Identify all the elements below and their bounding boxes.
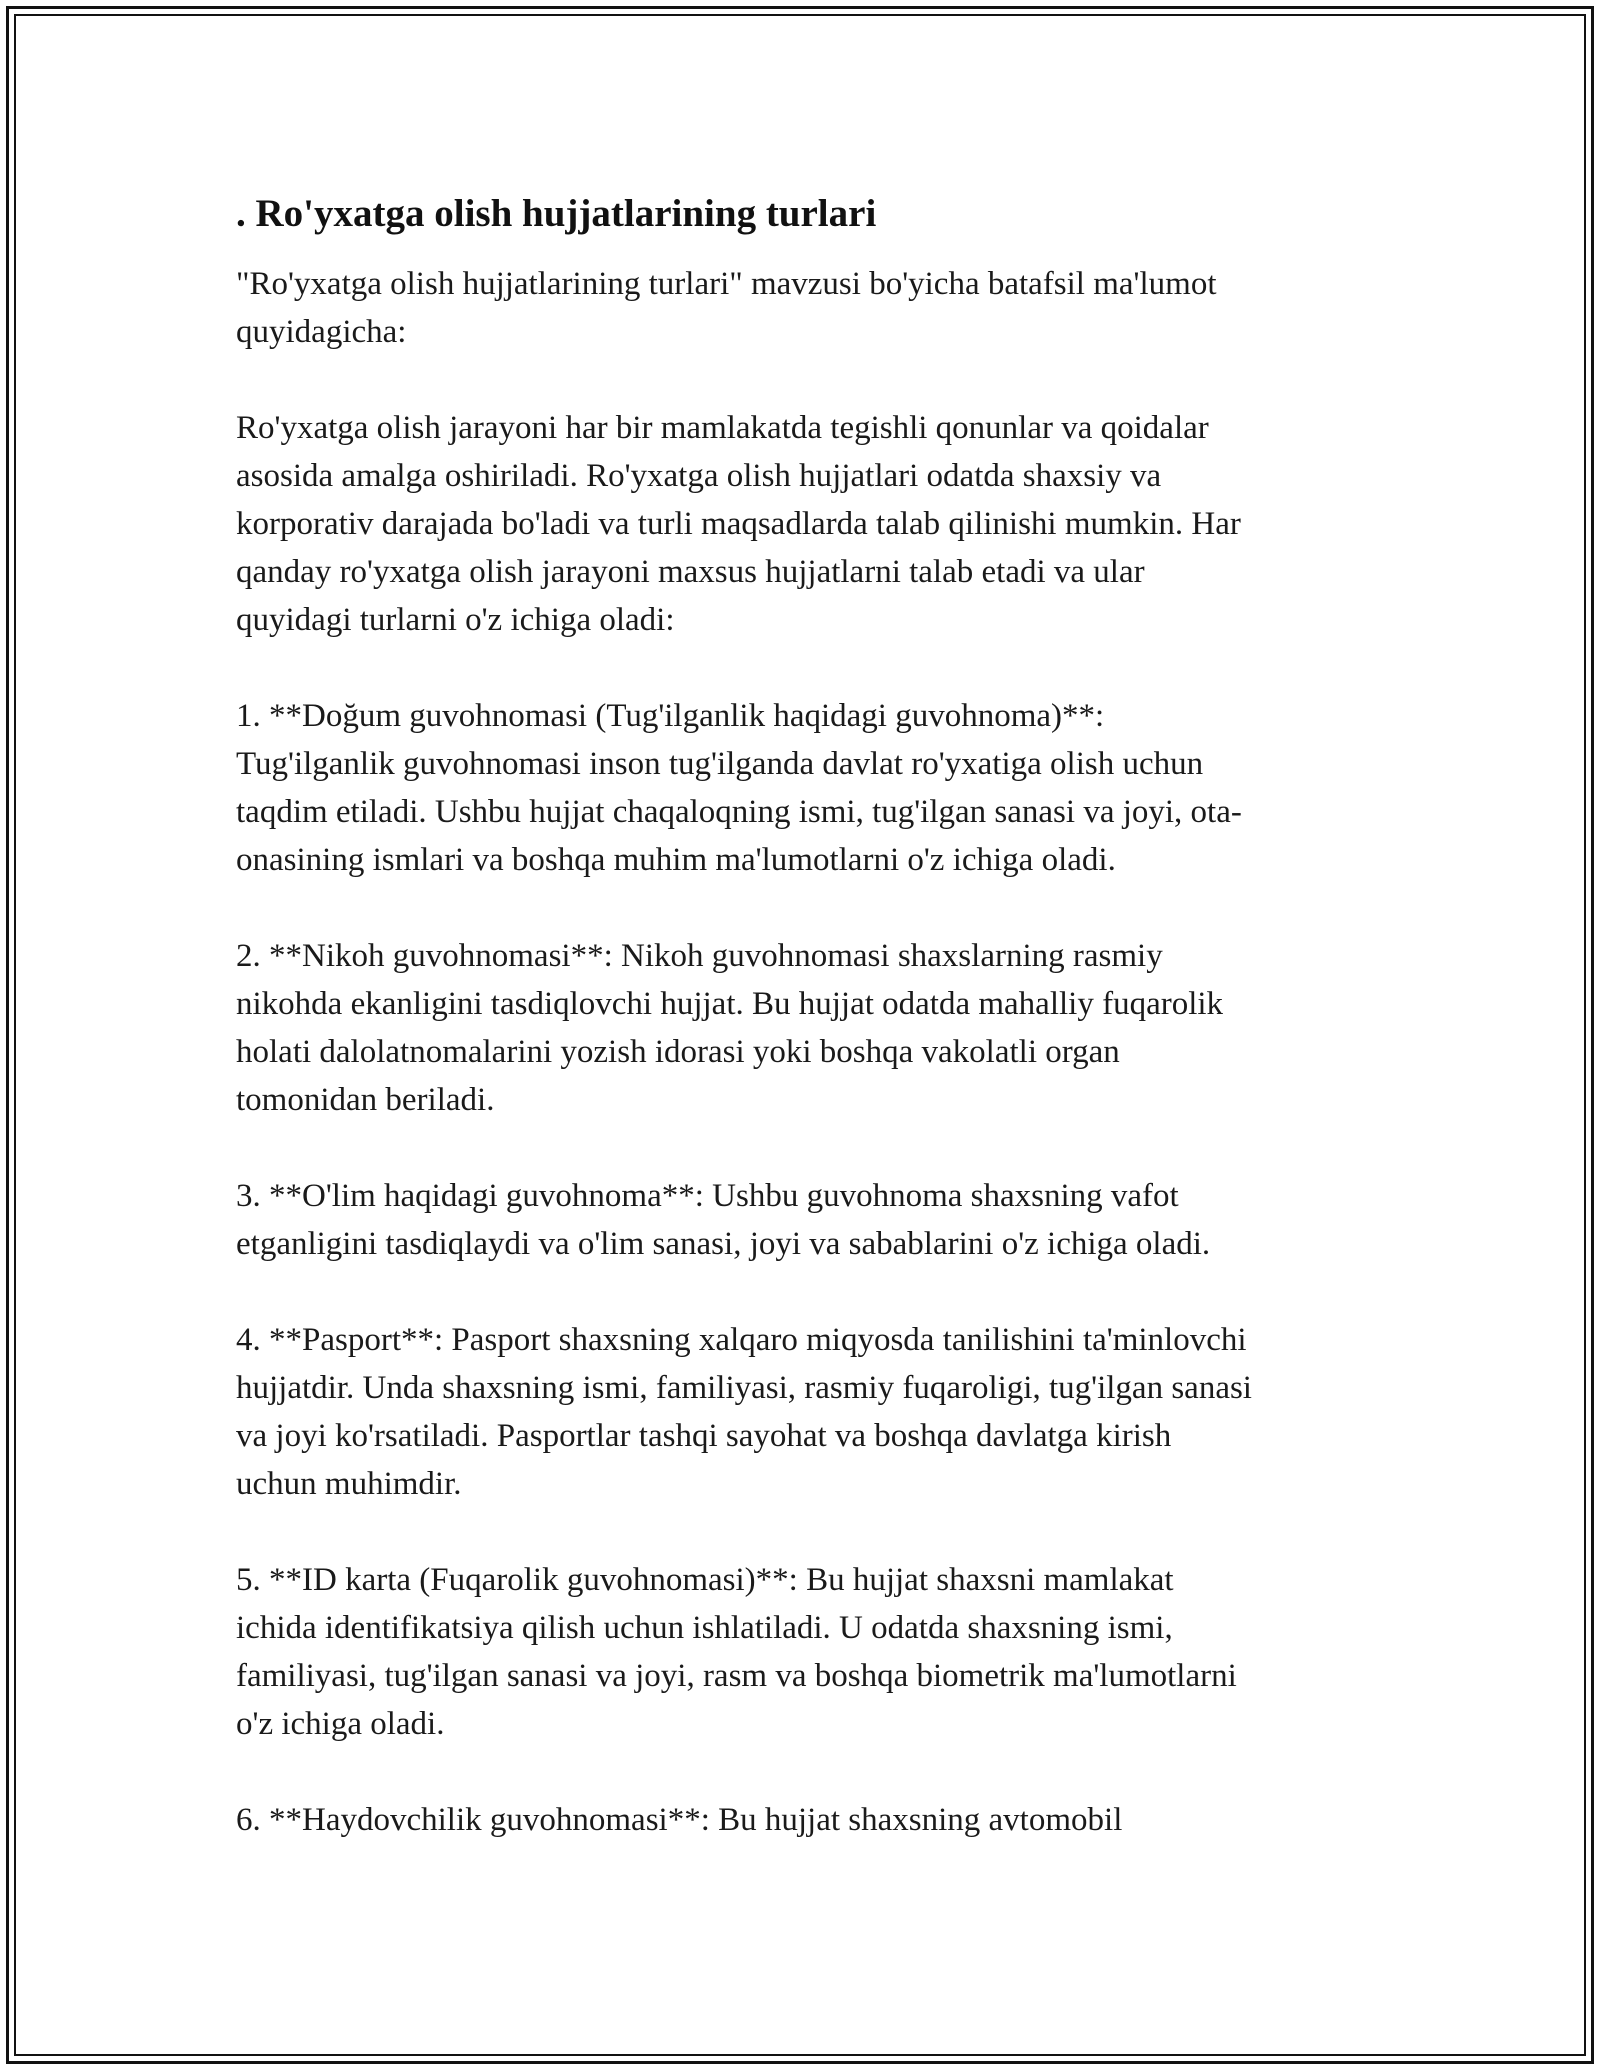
- list-item-death-certificate: 3. **O'lim haqidagi guvohnoma**: Ushbu guvohnoma shaxsning vafot etganligini tasdiqlaydi va o'lim sanasi, joyi va sabablarini o'z ichiga oladi.: [236, 1178, 1211, 1262]
- list-item-id-card: 5. **ID karta (Fuqarolik guvohnomasi)**: Bu hujjat shaxsni mamlakat ichida identifikatsiya qilish uchun ishlatiladi. U odatda shaxsning ismi, familiyasi, tug'ilgan sanasi va joyi, rasm va boshqa biometrik ma'lumotlarni o'z ichiga oladi.: [236, 1562, 1237, 1742]
- list-item-passport: 4. **Pasport**: Pasport shaxsning xalqaro miqyosda tanilishini ta'minlovchi hujjatdir. Unda shaxsning ismi, familiyasi, rasmiy fuqaroligi, tug'ilgan sanasi va joyi ko'rsatiladi. Pasportlar tashqi sayohat va boshqa davlatga kirish uchun muhimdir.: [236, 1322, 1252, 1502]
- intro-paragraph: "Ro'yxatga olish hujjatlarining turlari" mavzusi bo'yicha batafsil ma'lumot quyidagicha:: [236, 266, 1217, 350]
- document-title: . Ro'yxatga olish hujjatlarining turlari: [236, 192, 877, 235]
- list-item-birth-certificate: 1. **Doğum guvohnomasi (Tug'ilganlik haqidagi guvohnoma)**: Tug'ilganlik guvohnomasi inson tug'ilganda davlat ro'yxatiga olish uchun taqdim etiladi. Ushbu hujjat chaqaloqning ismi, tug'ilgan sanasi va joyi, ota- onasining ismlari va boshqa muhim ma'lumotlarni o'z ichiga oladi.: [236, 698, 1242, 878]
- list-item-marriage-certificate: 2. **Nikoh guvohnomasi**: Nikoh guvohnomasi shaxslarning rasmiy nikohda ekanligini tasdiqlovchi hujjat. Bu hujjat odatda mahalliy fuqarolik holati dalolatnomalarini yozish idorasi yoki boshqa vakolatli organ tomonidan beriladi.: [236, 938, 1224, 1118]
- overview-paragraph: Ro'yxatga olish jarayoni har bir mamlakatda tegishli qonunlar va qoidalar asosida amalga oshiriladi. Ro'yxatga olish hujjatlari odatda shaxsiy va korporativ darajada bo'ladi va turli maqsadlarda talab qilinishi mumkin. Har qanday ro'yxatga olish jarayoni maxsus hujjatlarni talab etadi va ular quyidagi turlarni o'z ichiga oladi:: [236, 410, 1241, 638]
- list-item-driving-license: 6. **Haydovchilik guvohnomasi**: Bu hujjat shaxsning avtomobil: [236, 1802, 1123, 1838]
- document-body: [236, 188, 1376, 1844]
